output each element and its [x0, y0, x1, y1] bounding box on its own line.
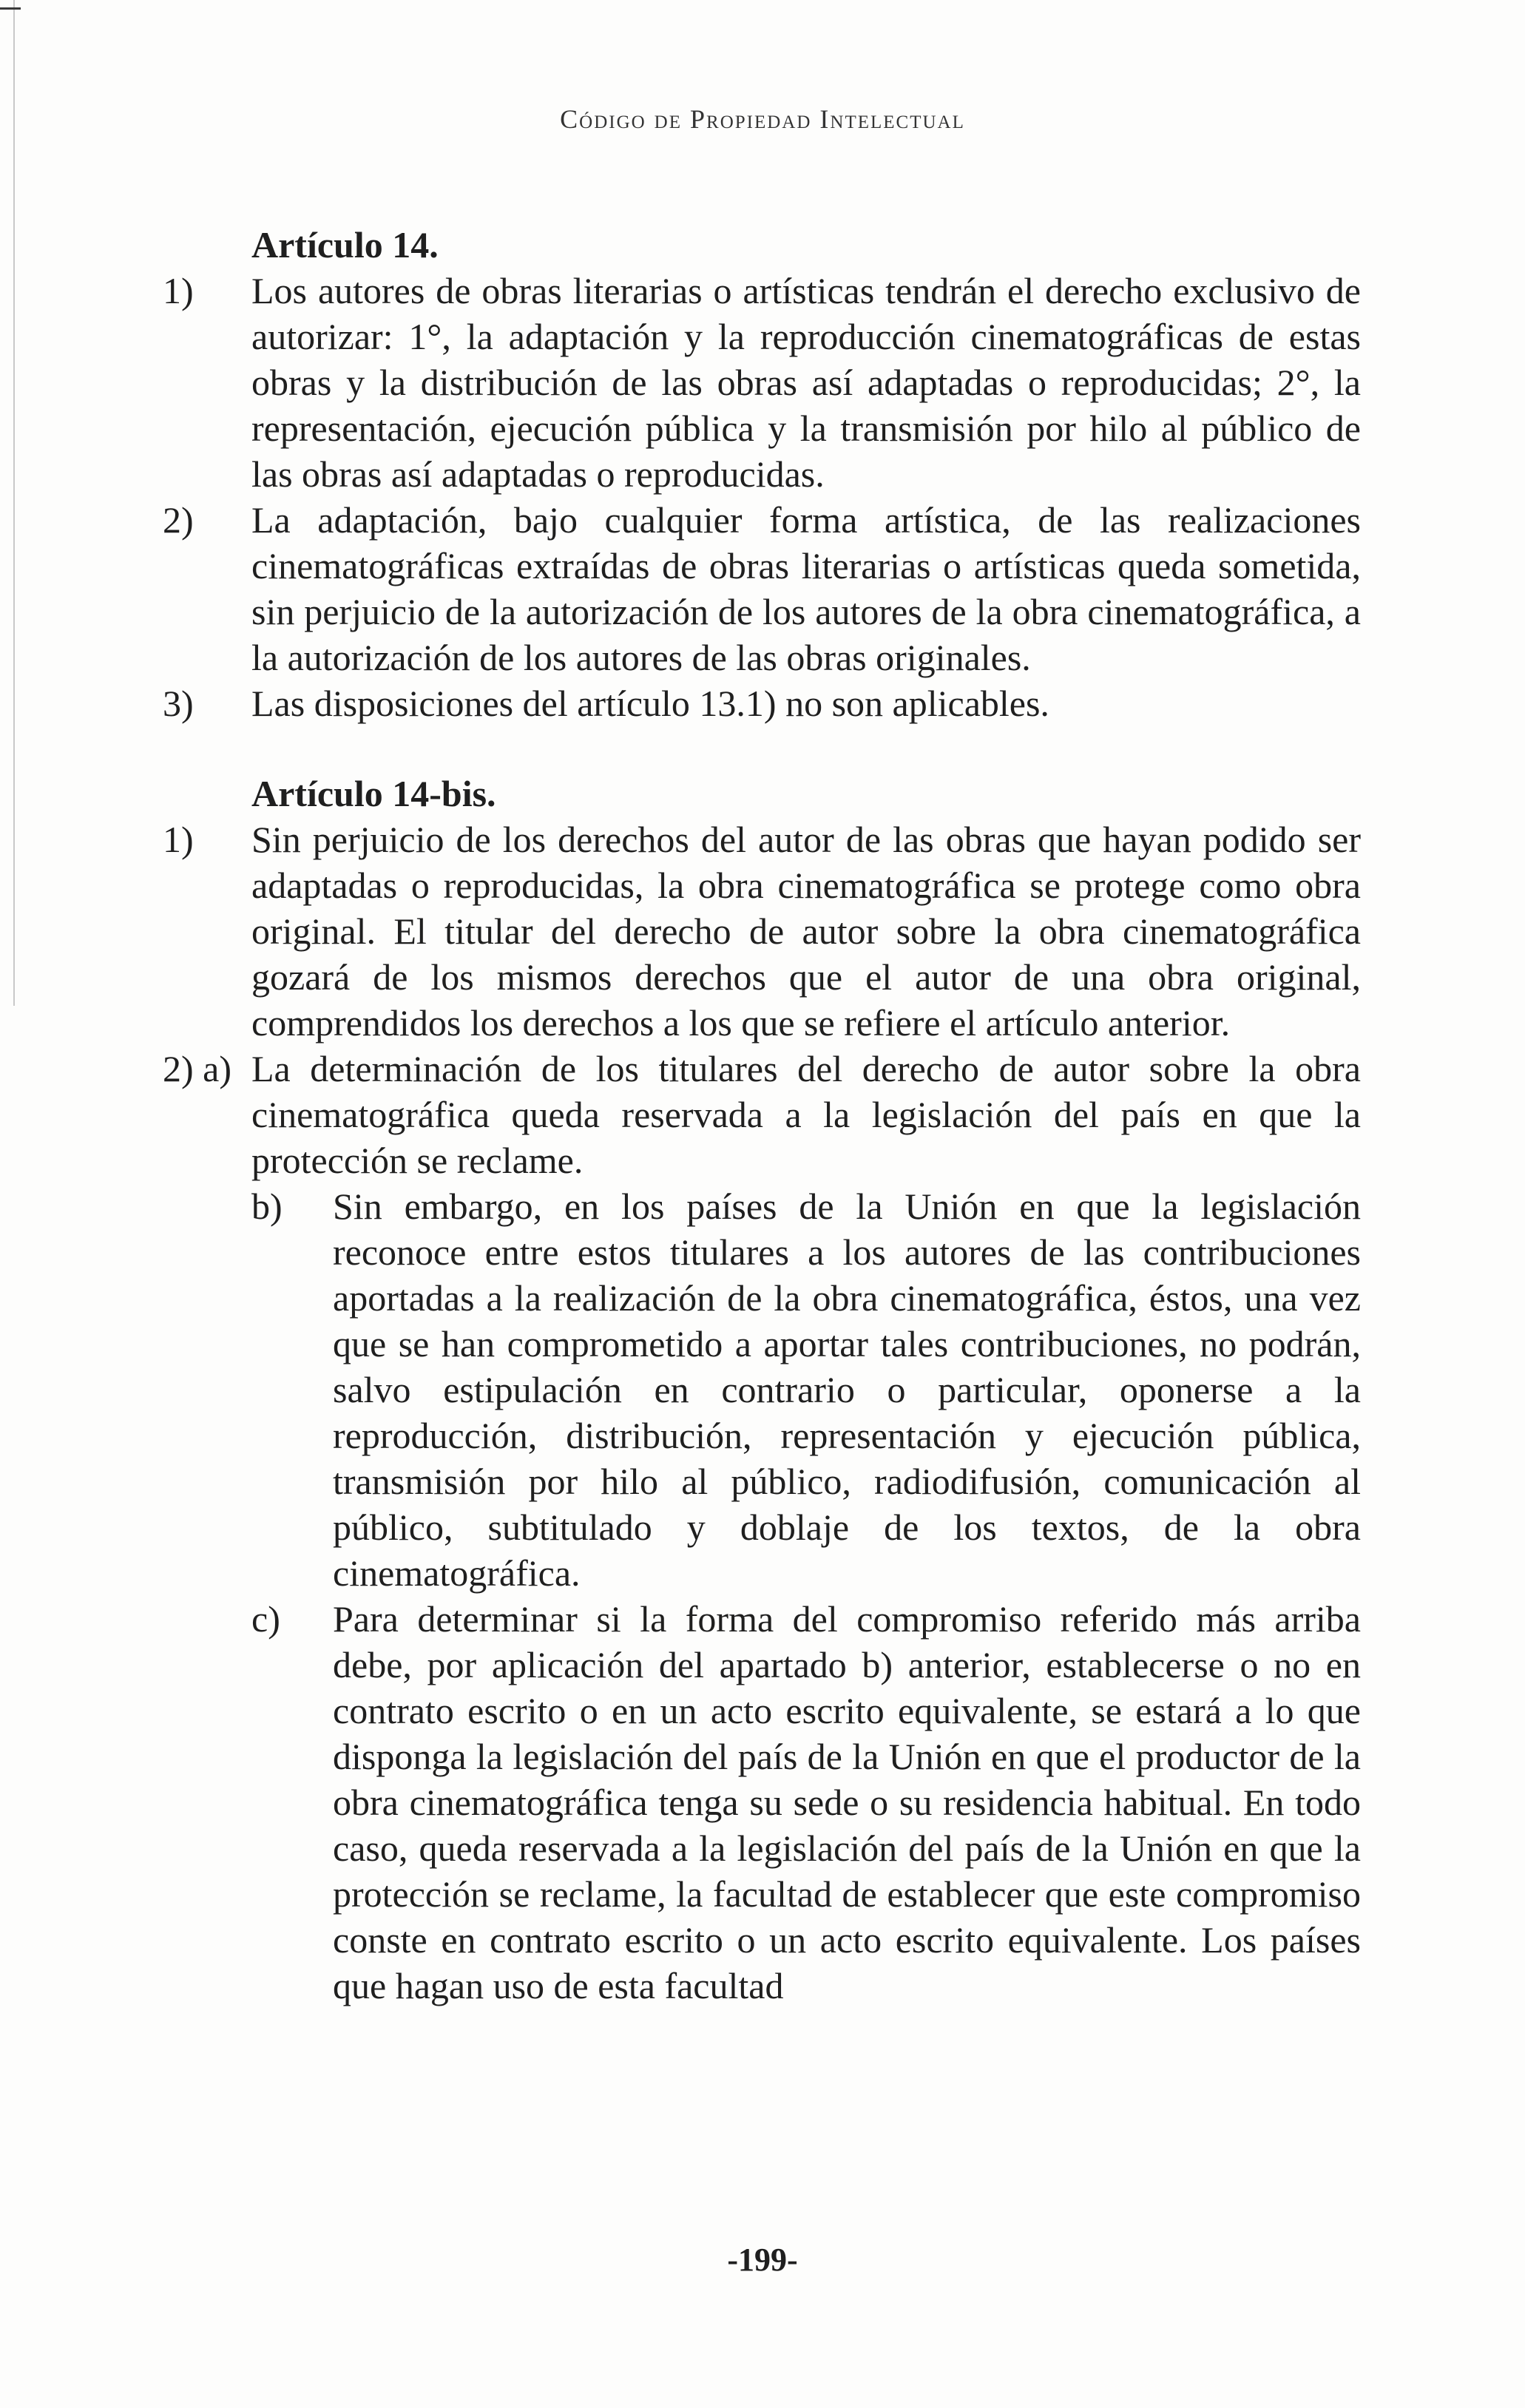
- article-14bis-title: Artículo 14-bis.: [251, 773, 496, 814]
- item-text: Las disposiciones del artículo 13.1) no son aplicables.: [251, 683, 1049, 724]
- article-14bis-item-2c: [163, 1596, 1361, 2009]
- article-14-item-1: [163, 268, 1361, 497]
- article-14-title: Artículo 14.: [251, 224, 439, 266]
- item-number: 3): [163, 683, 194, 724]
- article-14bis-item-2a: [163, 1046, 1361, 1183]
- item-number: 2) a): [163, 1048, 231, 1089]
- article-14-item-3: [163, 680, 1361, 726]
- item-text: La determinación de los titulares del derecho de autor sobre la obra cinematográfica queda reservada a la legislación del país en que la protección se reclame.: [251, 1048, 1361, 1181]
- item-number: 1): [163, 270, 194, 311]
- item-number: 2): [163, 499, 194, 541]
- subitem-text: Para determinar si la forma del compromiso referido más arriba debe, por aplicación del apartado b) anterior, establecerse o no en contrato escrito o en un acto escrito equivalente, se estará a lo que disponga la legislación del país de la Unión en que el productor de la obra cinematográfica tenga su sede o su residencia habitual. En todo caso, queda reservada a la legislación del país de la Unión en que la protección se reclame, la facultad de establecer que este compromiso conste en contrato escrito o un acto escrito equivalente. Los países que hagan uso de esta facultad: [333, 1598, 1361, 2006]
- subitem-letter: b): [251, 1186, 283, 1227]
- page-body: [163, 222, 1361, 2009]
- corner-mark: [0, 7, 21, 10]
- subitem-text: Sin embargo, en los países de la Unión en que la legislación reconoce entre estos titulares a los autores de las contribuciones aportadas a la realización de la obra cinematográfica, éstos, una vez que se han comprometido a aportar tales contribuciones, no podrán, salvo estipulación en contrario o particular, oponerse a la reproducción, distribución, representación y ejecución pública, transmisión por hilo al público, radiodifusión, comunicación al público, subtitulado y doblaje de los textos, de la obra cinematográfica.: [333, 1186, 1361, 1594]
- article-14bis-item-1: [163, 816, 1361, 1046]
- article-14bis-item-2b: [163, 1183, 1361, 1596]
- page-edge-line: [13, 0, 15, 1006]
- item-text: Sin perjuicio de los derechos del autor de las obras que hayan podido ser adaptadas o reproducidas, la obra cinematográfica se protege como obra original. El titular del derecho de autor sobre la obra cinematográfica gozará de los mismos derechos que el autor de una obra original, comprendidos los derechos a los que se refiere el artículo anterior.: [251, 819, 1361, 1044]
- item-text: Los autores de obras literarias o artísticas tendrán el derecho exclusivo de autorizar: 1°, la adaptación y la reproducción cinematográficas de estas obras y la distribución de las obras así adaptadas o reproducidas; 2°, la representación, ejecución pública y la transmisión por hilo al público de las obras así adaptadas o reproducidas.: [251, 270, 1361, 495]
- item-text: La adaptación, bajo cualquier forma artística, de las realizaciones cinematográficas extraídas de obras literarias o artísticas queda sometida, sin perjuicio de la autorización de los autores de la obra cinematográfica, a la autorización de los autores de las obras originales.: [251, 499, 1361, 678]
- page-number: -199-: [727, 2242, 798, 2278]
- subitem-letter: c): [251, 1598, 280, 1640]
- running-header: Código de Propiedad Intelectual: [560, 104, 965, 134]
- item-number: 1): [163, 819, 194, 860]
- article-14-item-2: [163, 497, 1361, 680]
